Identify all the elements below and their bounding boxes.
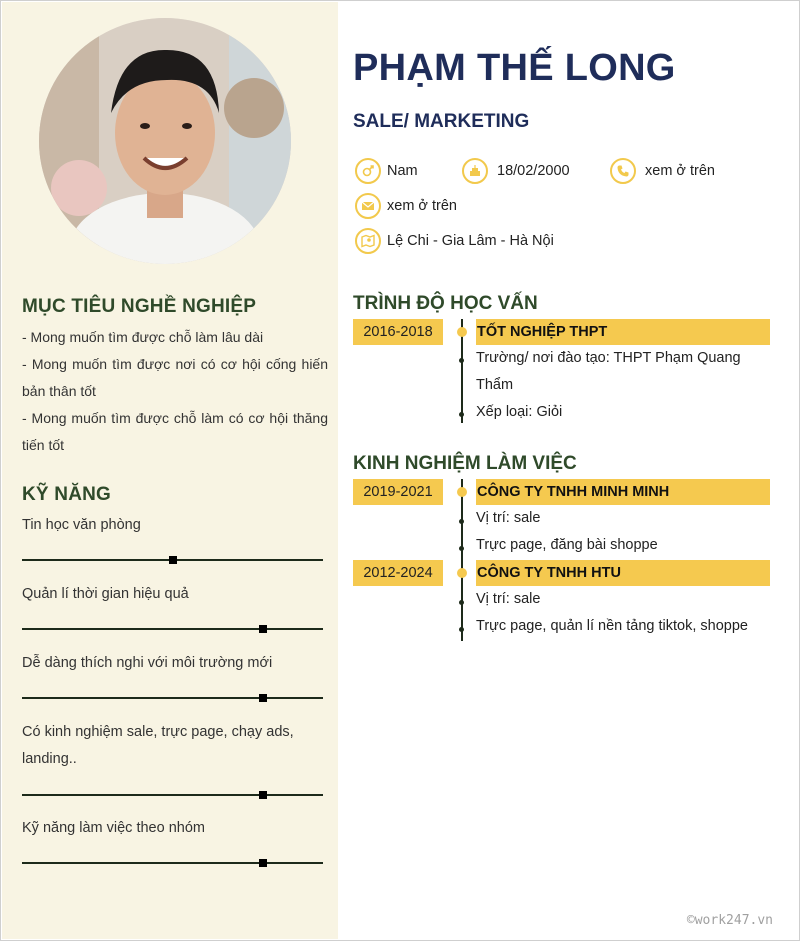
skill-level-marker	[259, 859, 267, 867]
skill-label: Kỹ năng làm việc theo nhóm	[22, 820, 205, 836]
phone-info	[610, 158, 715, 184]
skill-level-marker	[259, 791, 267, 799]
bullet-dot	[459, 519, 464, 524]
bullet-dot	[459, 358, 464, 363]
skill-label: Có kinh nghiệm sale, trực page, chạy ads, landing..	[22, 724, 294, 767]
experience-years: 2019-2021	[353, 479, 443, 505]
birthday-value: 18/02/2000	[497, 163, 570, 179]
address-value: Lệ Chi - Gia Lâm - Hà Nội	[387, 233, 554, 249]
bullet-dot	[459, 627, 464, 632]
skill-label: Tin học văn phòng	[22, 517, 141, 533]
email-info	[355, 193, 457, 219]
objective-list	[22, 324, 328, 459]
skill-bar	[22, 697, 323, 699]
skill-label: Dễ dàng thích nghi với môi trường mới	[22, 655, 273, 671]
location-map-icon	[355, 228, 381, 254]
skill-level-marker	[169, 556, 177, 564]
email-value: xem ở trên	[387, 198, 457, 214]
avatar	[39, 18, 291, 264]
skill-item	[22, 650, 324, 677]
bullet-dot	[459, 600, 464, 605]
skill-label: Quản lí thời gian hiệu quả	[22, 586, 189, 602]
skill-item	[22, 719, 312, 773]
education-heading: TỐT NGHIỆP THPT	[476, 319, 770, 345]
bullet-dot	[459, 412, 464, 417]
education-detail: Trường/ nơi đào tạo: THPT Phạm Quang Thẩm	[476, 350, 741, 393]
objective-line: - Mong muốn tìm được chỗ làm lâu dài	[22, 329, 264, 345]
job-title: SALE/ MARKETING	[353, 111, 530, 132]
experience-detail: Trực page, đăng bài shoppe	[476, 537, 658, 553]
skill-bar	[22, 559, 323, 561]
education-years: 2016-2018	[353, 319, 443, 345]
skill-item	[22, 512, 324, 539]
experience-detail: Vị trí: sale	[476, 510, 541, 526]
watermark: ©work247.vn	[686, 913, 773, 928]
timeline-dot	[457, 327, 467, 337]
skills-title: KỸ NĂNG	[22, 484, 112, 505]
avatar-photo	[39, 18, 291, 264]
skill-item	[22, 815, 324, 842]
skill-level-marker	[259, 694, 267, 702]
experience-detail: Trực page, quản lí nền tảng tiktok, shoppe	[476, 618, 748, 634]
address-info	[355, 228, 554, 254]
gender-icon	[355, 158, 381, 184]
experience-timeline-line	[461, 479, 463, 641]
experience-years: 2012-2024	[353, 560, 443, 586]
education-detail: Xếp loại: Giỏi	[476, 404, 563, 420]
objective-title: MỤC TIÊU NGHỀ NGHIỆP	[22, 296, 257, 317]
birthday-cake-icon	[462, 158, 488, 184]
bullet-dot	[459, 546, 464, 551]
experience-heading: CÔNG TY TNHH HTU	[476, 560, 770, 586]
gender-info	[355, 158, 418, 184]
experience-heading: CÔNG TY TNHH MINH MINH	[476, 479, 770, 505]
experience-detail: Vị trí: sale	[476, 591, 541, 607]
phone-value: xem ở trên	[645, 163, 715, 179]
experience-title: KINH NGHIỆM LÀM VIỆC	[353, 453, 577, 474]
sidebar	[2, 2, 338, 939]
mail-icon	[355, 193, 381, 219]
objective-line: - Mong muốn tìm được chỗ làm có cơ hội thăng tiến tốt	[22, 410, 328, 453]
skill-bar	[22, 628, 323, 630]
gender-value: Nam	[387, 163, 418, 179]
full-name: PHẠM THẾ LONG	[353, 47, 676, 89]
skill-bar	[22, 862, 323, 864]
birthday-info	[462, 158, 570, 184]
timeline-dot	[457, 487, 467, 497]
skill-item	[22, 581, 324, 608]
objective-line: - Mong muốn tìm được nơi có cơ hội cống hiến bản thân tốt	[22, 356, 328, 399]
phone-icon	[610, 158, 636, 184]
skill-bar	[22, 794, 323, 796]
timeline-dot	[457, 568, 467, 578]
education-title: TRÌNH ĐỘ HỌC VẤN	[353, 293, 538, 314]
skill-level-marker	[259, 625, 267, 633]
